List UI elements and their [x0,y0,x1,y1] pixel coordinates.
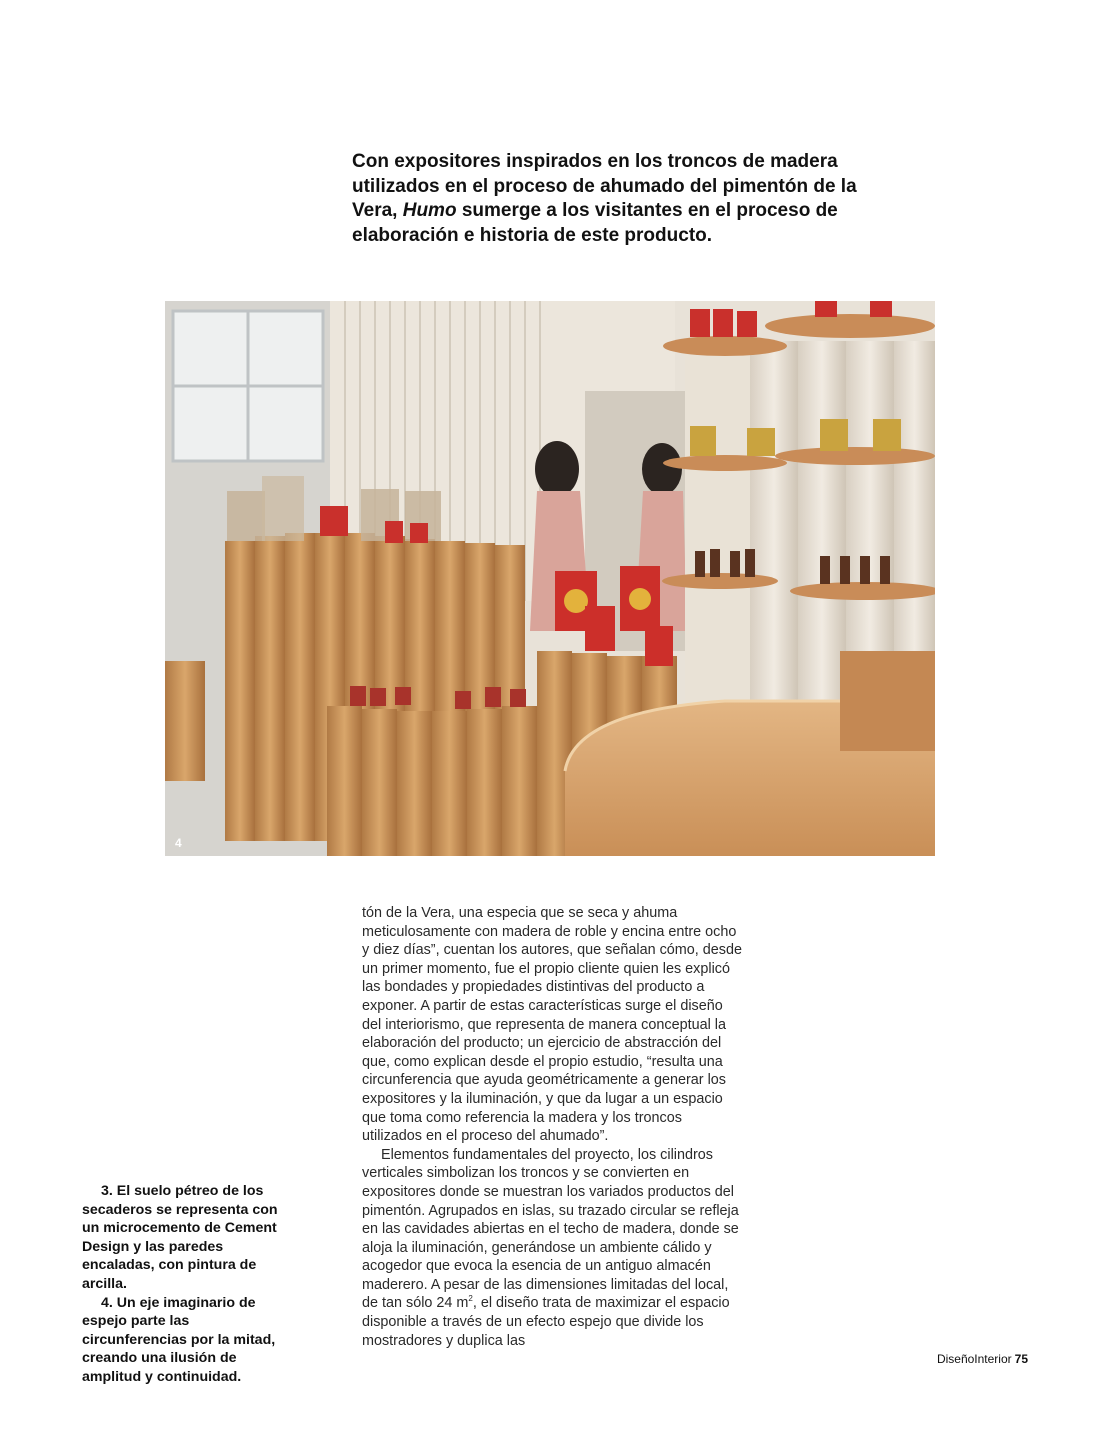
page-footer [937,1352,1028,1366]
lead-text [352,150,872,248]
body-paragraph-2-end: , el diseño trata de maximizar el espacio disponible a través de un efecto espejo que divide los mostradores y duplica las [362,1295,730,1349]
body-paragraph-2-text: Elementos fundamentales del proyecto, los cilindros verticales simbolizan los troncos y se convierten en expositores donde se muestran los variados productos del pimentón. Agrupados en islas, su trazado circular se refleja en las cavidades abiertas en el techo de madera, donde se aloja la iluminación, generándose un ambiente cálido y acogedor que evoca la esencia de un antiguo almacén maderero. A pesar de las dimensiones limitadas del local, de tan sólo 24 m [362,1146,739,1312]
body-paragraph-1: tón de la Vera, una especia que se seca y ahuma meticulosamente con madera de roble y encina entre ocho y diez días”, cuentan los autores, que señalan cómo, desde un primer momento, fue el propio cliente quien les explicó las bondades y propiedades distintivas del producto a exponer. A partir de estas características surge el diseño del interiorismo, que representa de manera conceptual la elaboración del producto; un ejercicio de abstracción del que, como explican desde el propio estudio, “resulta una circunferencia que ayuda geométricamente a generar los expositores y la iluminación, y que da lugar a un espacio que toma como referencia la madera y los troncos utilizados en el proceso del ahumado”. [362,905,742,1145]
body-paragraph-2 [362,1146,742,1351]
store-photo-illustration [165,301,935,856]
caption-4: 4. Un eje imaginario de espejo parte las circunferencias por la mitad, creando una ilusión de amplitud y continuidad. [82,1294,276,1385]
page-number: 75 [1014,1352,1028,1366]
body-text [362,904,742,1350]
magazine-name: DiseñoInterior [936,1352,1012,1366]
photo-number: 4 [175,836,182,850]
photo-captions [82,1182,292,1387]
superscript-square: 2 [468,1294,473,1304]
lead-text-part1: Con expositores inspirados en los troncos de madera utilizados en el proceso de ahumado del pimentón de la Vera, [352,151,857,221]
store-photo [165,301,935,856]
caption-3: 3. El suelo pétreo de los secaderos se representa con un microcemento de Cement Design y las paredes encaladas, con pintura de arcilla. [82,1183,278,1292]
lead-text-project-name: Humo [402,200,457,221]
lead-text-part2: sumerge a los visitantes en el proceso de elaboración e historia de este producto. [352,200,838,246]
